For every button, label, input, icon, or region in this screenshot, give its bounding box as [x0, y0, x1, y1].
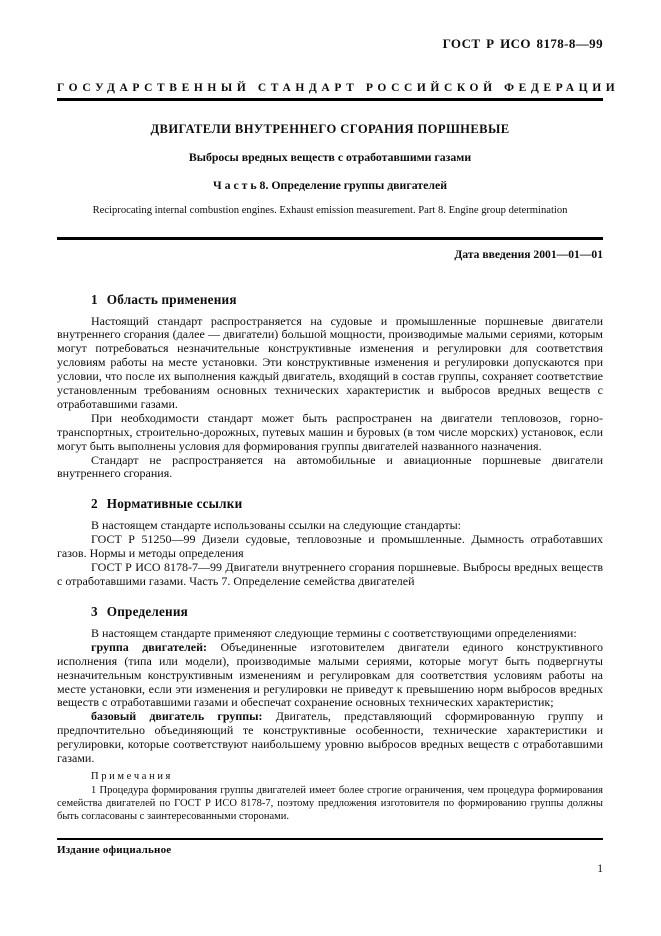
term-text: Объединенные изготовителем двигатели единого конструктивного исполнения (типа или модели), производимые малыми сериями, которые могут быть подвергнуты незначительным конструктивным изменениям и регулировкам для соответствия условиям работы на месте установки, если эти изменения и регулировки не приведут к превышению норм выбросов вредных веществ с отработавшими газами и обеспечат сохранение основных технических характеристик; [57, 639, 603, 710]
paragraph: ГОСТ Р 51250—99 Дизели судовые, тепловозные и промышленные. Дымность отработавших газов. Нормы и методы определения [57, 532, 603, 561]
section-number: 1 [91, 291, 98, 307]
title-block [57, 122, 603, 216]
section-title: Область применения [106, 291, 237, 307]
section-title: Нормативные ссылки [106, 496, 243, 512]
document-subtitle: Выбросы вредных веществ с отработавшими газами [188, 150, 472, 164]
section-heading-normative-references [91, 496, 603, 512]
document-title-english: Reciprocating internal combustion engines. Exhaust emission measurement. Part 8. Engine group determination [92, 205, 568, 216]
document-title: ДВИГАТЕЛИ ВНУТРЕННЕГО СГОРАНИЯ ПОРШНЕВЫЕ [150, 122, 510, 136]
note: 1 Процедура формирования группы двигателей имеет более строгие ограничения, чем процедура формирования семейства двигателей по ГОСТ Р ИСО 8178-7, поэтому предложения изготовителя по формированию группы должны быть согласованы с заинтересованными сторонами. [57, 784, 603, 822]
page-footer [57, 838, 603, 876]
term-label: базовый двигатель группы: [91, 709, 263, 724]
notes-label: П р и м е ч а н и я [91, 770, 171, 782]
section-number: 2 [91, 496, 98, 512]
term-text: Двигатель, представляющий сформированную группу и предпочтительно объединяющий те конструктивные особенности, технические характеристики и регулировки, которые соответствуют наибольшему уровню выбросов вредных веществ с отработавшими газами. [57, 709, 604, 766]
term-label: группа двигателей: [91, 639, 208, 654]
header-rule [57, 98, 603, 101]
standard-code: ГОСТ Р ИСО 8178-8—99 [442, 36, 603, 51]
section-number: 3 [91, 603, 98, 619]
federation-standard-heading: ГОСУДАРСТВЕННЫЙ СТАНДАРТ РОССИЙСКОЙ ФЕДЕРАЦИИ [57, 82, 620, 94]
section-heading-definitions [91, 604, 603, 620]
paragraph: При необходимости стандарт может быть распространен на двигатели тепловозов, горно-транспортных, строительно-дорожных, путевых машин и буровых (в том числе морских) установок, если могут быть выполнены условия для формирования группы двигателей названного назначения. [57, 410, 603, 453]
intro-rule [57, 237, 603, 240]
paragraph: Настоящий стандарт распространяется на судовые и промышленные поршневые двигатели внутреннего сгорания (далее — двигатели) большой мощности, производимые малыми сериями, которым могут потребоваться незначительные конструктивные изменения и регулировки для соответствия условиям работы на месте установки. Эти конструктивные изменения и регулировки допускаются при условии, что после их выполнения каждый двигатель, входящий в состав группы, сохраняет соответствие установленным требованиям основных технических характеристик и выбросов вредных веществ с отработавшими газами. [57, 313, 603, 411]
edition-label: Издание официальное [57, 844, 172, 857]
footer-rule [57, 838, 603, 841]
document-part-title: Ч а с т ь 8. Определение группы двигателей [212, 178, 447, 192]
paragraph: ГОСТ Р ИСО 8178-7—99 Двигатели внутреннего сгорания поршневые. Выбросы вредных веществ с отработавшими газами. Часть 7. Определение семейства двигателей [57, 560, 603, 588]
section-heading-scope [91, 292, 603, 308]
paragraph: Стандарт не распространяется на автомобильные и авиационные поршневые двигатели внутреннего сгорания. [57, 452, 603, 481]
paragraph: В настоящем стандарте использованы ссылки на следующие стандарты: [91, 518, 462, 533]
paragraph: В настоящем стандарте применяют следующие термины с соответствующими определениями: [91, 625, 577, 640]
section-title: Определения [106, 603, 188, 619]
effective-date: Дата введения 2001—01—01 [454, 247, 603, 261]
term-definition [57, 641, 603, 711]
term-definition [57, 710, 603, 766]
page-number: 1 [597, 863, 603, 876]
